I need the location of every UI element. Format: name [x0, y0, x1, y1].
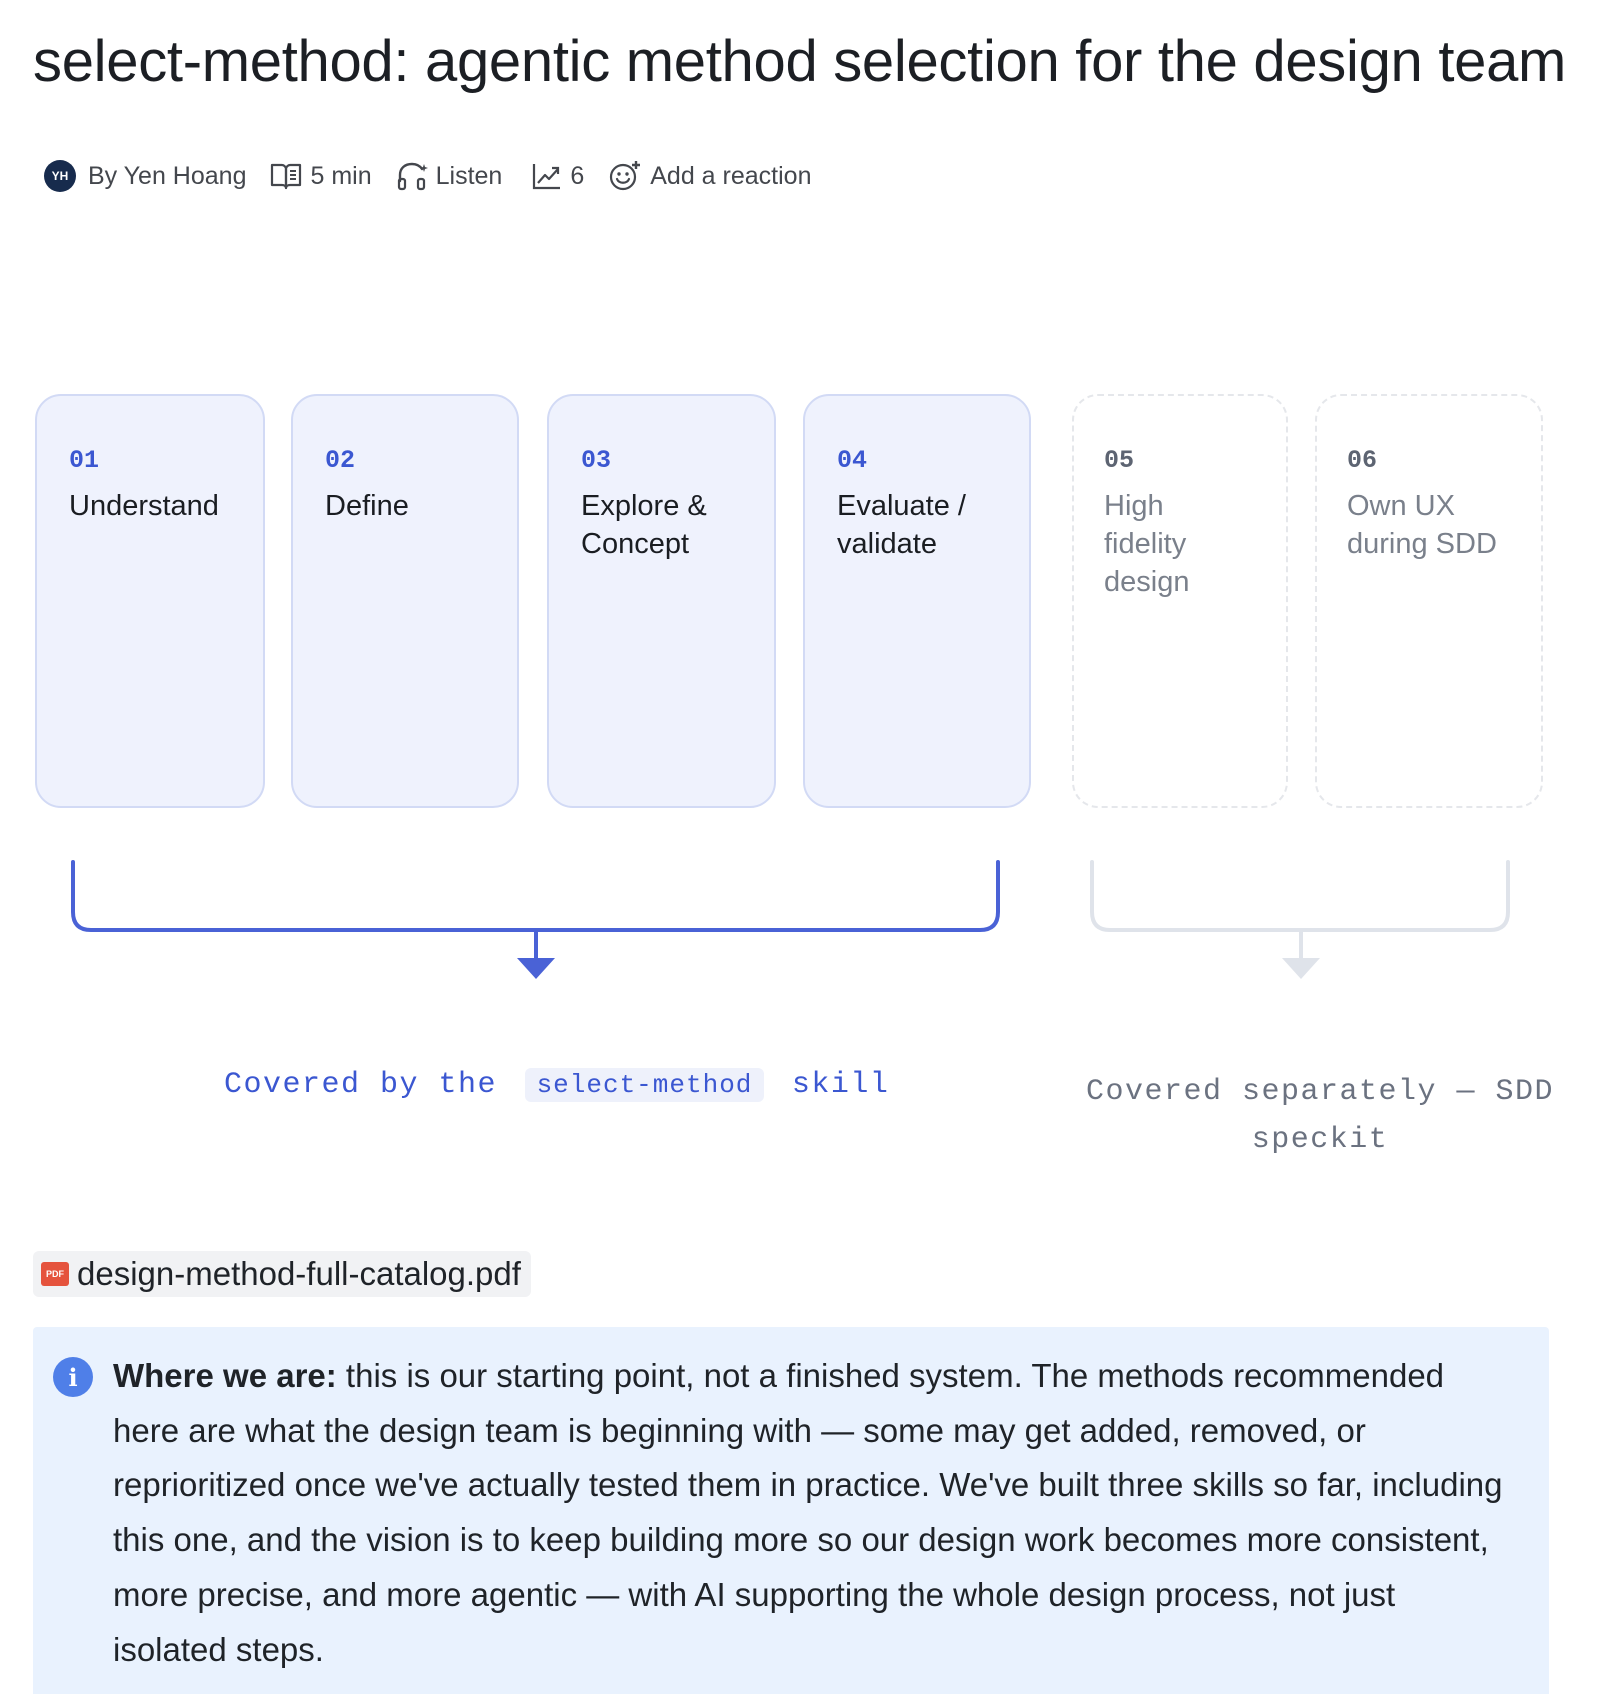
- phase-card-own-ux: [1315, 394, 1543, 808]
- caption-prefix: Covered by the: [224, 1068, 498, 1102]
- chart-line-icon: [532, 162, 562, 190]
- info-body: this is our starting point, not a finished system. The methods recommended here are what the design team is beginning with — some may get added, removed, or reprioritized once we've actually tested them in practice. We've built three skills so far, including this one, and the vision is to keep building more so our design work becomes more consistent, more precise, and more agentic — with AI supporting the whole design process, not just isolated steps.: [113, 1357, 1503, 1668]
- pdf-file-icon: PDF: [41, 1262, 69, 1286]
- phase-card-explore-concept: [547, 394, 776, 808]
- attachment-filename[interactable]: design-method-full-catalog.pdf: [77, 1255, 521, 1292]
- phase-card-high-fidelity: [1072, 394, 1288, 808]
- phase-number: 02: [325, 446, 356, 475]
- info-panel: [33, 1327, 1549, 1694]
- avatar[interactable]: YH: [44, 160, 76, 192]
- connector-diagram: [0, 850, 1612, 990]
- phase-label: High fidelity design: [1104, 490, 1190, 598]
- byline: [44, 158, 835, 194]
- phase-number: 05: [1104, 446, 1135, 475]
- info-text: [113, 1349, 1509, 1677]
- author-name[interactable]: By Yen Hoang: [88, 161, 247, 190]
- skill-code: select-method: [525, 1068, 765, 1102]
- info-lead: Where we are:: [113, 1357, 337, 1394]
- arrow-down-gray-icon: [1282, 958, 1320, 979]
- phase-card-define: [291, 394, 519, 808]
- phase-number: 03: [581, 446, 612, 475]
- views[interactable]: [532, 162, 584, 191]
- listen-label[interactable]: Listen: [435, 161, 503, 190]
- phase-number: 06: [1347, 446, 1378, 475]
- phase-number: 04: [837, 446, 868, 475]
- pdf-attachment[interactable]: [33, 1251, 531, 1297]
- bracket-separate: [1092, 862, 1508, 960]
- listen-button[interactable]: [396, 161, 503, 191]
- read-time: [270, 162, 371, 191]
- emoji-add-icon: [608, 160, 642, 192]
- phase-label: Own UX during SDD: [1347, 490, 1497, 560]
- phase-number: 01: [69, 446, 100, 475]
- covered-separately-caption: Covered separately — SDD speckit: [1085, 1075, 1555, 1157]
- phase-label: Understand: [69, 490, 219, 522]
- phase-card-evaluate-validate: [803, 394, 1031, 808]
- headphones-icon: [396, 161, 428, 191]
- phase-card-understand: [35, 394, 265, 808]
- read-time-label: 5 min: [310, 161, 372, 190]
- phase-label: Define: [325, 490, 409, 522]
- phase-label: Evaluate / validate: [837, 490, 966, 560]
- views-count[interactable]: 6: [570, 161, 585, 190]
- covered-by-skill-caption: [224, 1068, 889, 1102]
- author[interactable]: [44, 160, 246, 192]
- caption-suffix: skill: [791, 1068, 890, 1102]
- info-icon: i: [53, 1357, 93, 1397]
- page-title: select-method: agentic method selection for the design team: [33, 29, 1567, 94]
- bracket-covered: [73, 862, 998, 960]
- book-icon: [270, 162, 302, 190]
- add-reaction-button[interactable]: [608, 160, 811, 192]
- arrow-down-icon: [517, 958, 555, 979]
- reaction-label[interactable]: Add a reaction: [650, 161, 812, 190]
- phase-label: Explore & Concept: [581, 490, 707, 560]
